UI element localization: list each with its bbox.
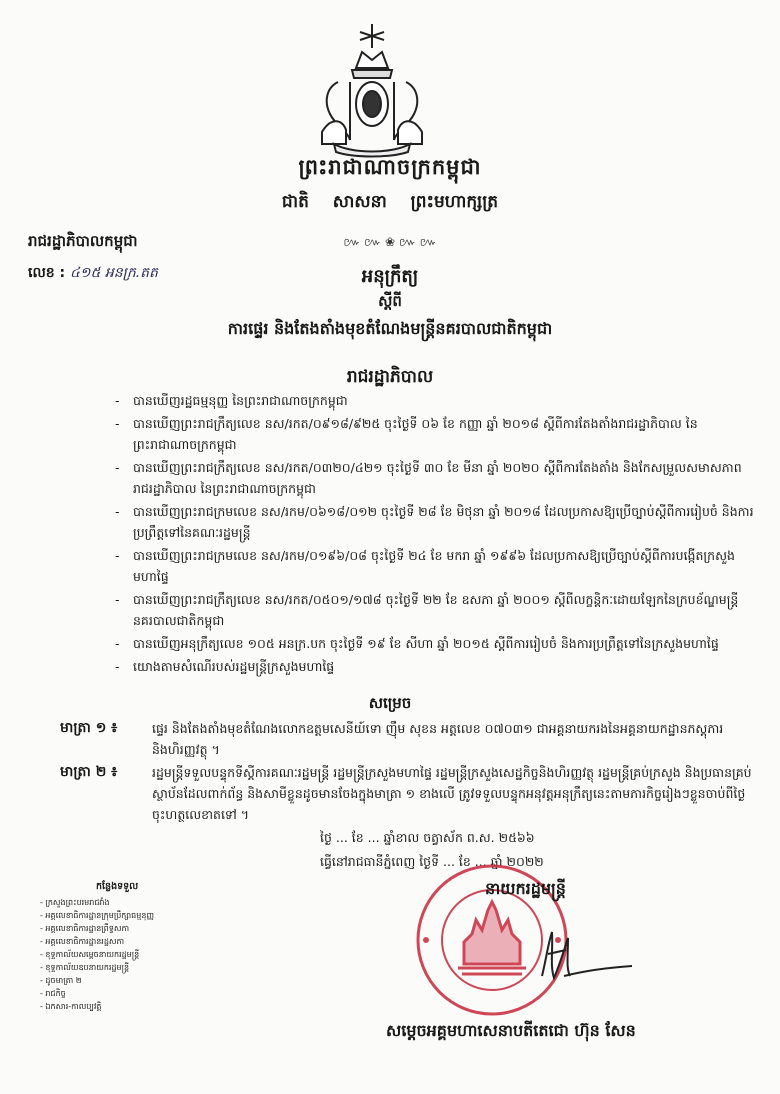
decree-type-title: អនុក្រឹត្យ xyxy=(361,266,419,287)
ornament-divider: ៚ ៚ ❀ ៚ ៚ xyxy=(343,235,437,249)
list-item: - ខុទ្ទកាល័យឧបនាយករដ្ឋមន្ត្រី xyxy=(40,963,130,972)
signer-name: សម្តេចអគ្គមហាសេនាបតីតេជោ ហ៊ុន សែន xyxy=(386,1021,636,1040)
list-item: - ឯកសារ-កាលប្បវត្តិ xyxy=(40,1002,102,1011)
list-item: - បានឃើញរដ្ឋធម្មនុញ្ញ នៃព្រះរាជាណាចក្រកម្ពុជា xyxy=(115,390,755,411)
solar-date-line: ធ្វើនៅរាជធានីភ្នំពេញ ថ្ងៃទី ... ខែ ... ឆ្នាំ ២០២២ xyxy=(320,854,544,869)
lunar-date-line: ថ្ងៃ ... ខែ ... ឆ្នាំខាល ចត្វាស័ក ព.ស. ២៥៦៦ xyxy=(320,830,535,845)
document-number-value: ៤១៥ អនក្រ.តត xyxy=(70,265,158,281)
decree-subject-title: ការផ្ទេរ និងតែងតាំងមុខតំណែងមន្ត្រីនគរបាលជាតិកម្ពុជា xyxy=(227,319,553,338)
article-text: រដ្ឋមន្ត្រីទទួលបន្ទុកទីស្តីការគណៈរដ្ឋមន្ត្រី រដ្ឋមន្ត្រីក្រសួងមហាផ្ទៃ រដ្ឋមន្ត្រីក្រសួងសេដ្ឋកិច្ចនិងហិរញ្ញវត្ថុ រដ្ឋមន្ត្រីគ្រប់ក្រសួង និងប្រធានគ្រប់ស្ថាប័នដែលពាក់ព័ន្ធ និងសាមីខ្លួនដូចមានចែងក្នុងមាត្រា ១ ខាងលើ ត្រូវទទួលបន្ទុកអនុវត្តអនុក្រឹត្យនេះតាមភារកិច្ចរៀងៗខ្លួនចាប់ពីថ្ងៃចុះហត្ថលេខាតទៅ ។ xyxy=(152,765,752,822)
government-heading: រាជរដ្ឋាភិបាល xyxy=(346,367,434,387)
list-item: - យោងតាមសំណើរបស់រដ្ឋមន្ត្រីក្រសួងមហាផ្ទៃ xyxy=(115,656,755,677)
list-item: - បានឃើញព្រះរាជក្រមលេខ នស/រកម/០១៩៦/០៨ ចុះថ្ងៃទី ២៤ ខែ មករា ឆ្នាំ ១៩៩៦ ដែលប្រកាសឱ្យប្រើច្បាប់ស្តីពីការបង្កើតក្រសួងមហាផ្ទៃ xyxy=(115,545,755,587)
list-item: - អគ្គលេខាធិការដ្ឋានក្រុមប្រឹក្សាធម្មនុញ្ញ xyxy=(40,911,155,920)
list-item: - ដូចមាត្រា ២ xyxy=(40,976,82,985)
article-text: ផ្ទេរ និងតែងតាំងមុខតំណែងលោកឧត្តមសេនីយ៍ទោ ញ៉ឹម សុខន អត្តលេខ ០៧០៣១ ជាអគ្គនាយករងនៃអគ្គនាយកដ្ឋានភស្តុភារ និងហិរញ្ញវត្ថុ ។ xyxy=(152,721,724,757)
considerations-list xyxy=(115,390,755,679)
recipients-list xyxy=(40,896,154,1013)
list-item: - អគ្គលេខាធិការដ្ឋានព្រឹទ្ធសភា xyxy=(40,924,130,933)
issuing-authority: រាជរដ្ឋាភិបាលកម្ពុជា xyxy=(28,232,138,250)
list-item: - ក្រសួងព្រះបរមរាជវាំង xyxy=(40,898,110,907)
kingdom-heading: ព្រះរាជាណាចក្រកម្ពុជា xyxy=(298,155,482,179)
national-motto: ជាតិ សាសនា ព្រះមហាក្សត្រ xyxy=(281,192,499,212)
list-item: - អគ្គលេខាធិការដ្ឋានរដ្ឋសភា xyxy=(40,937,125,946)
prime-minister-title: នាយករដ្ឋមន្ត្រី xyxy=(485,879,566,898)
decree-about-label: ស្តីពី xyxy=(378,292,402,310)
list-item: - បានឃើញព្រះរាជក្រឹត្យលេខ នស/រកត/០៩១៨/៩២៥ ចុះថ្ងៃទី ០៦ ខែ កញ្ញា ឆ្នាំ ២០១៨ ស្តីពីការតែងតាំងរាជរដ្ឋាភិបាល នៃព្រះរាជាណាចក្រកម្ពុជា xyxy=(115,413,755,455)
decision-heading: សម្រេច xyxy=(368,694,412,712)
article-label: មាត្រា ២ ៖ xyxy=(60,764,118,780)
royal-coat-of-arms-icon xyxy=(312,22,432,158)
document-number-label: លេខ : xyxy=(28,265,66,281)
recipients-title: កន្លែងទទួល xyxy=(96,881,139,892)
list-item: - បានឃើញអនុក្រឹត្យលេខ ១០៥ អនក្រ.បក ចុះថ្ងៃទី ១៩ ខែ សីហា ឆ្នាំ ២០១៥ ស្តីពីការរៀបចំ និងការប្រព្រឹត្តទៅនៃក្រសួងមហាផ្ទៃ xyxy=(115,633,755,654)
list-item: - បានឃើញព្រះរាជក្រឹត្យលេខ នស/រកត/០៣២០/៤២១ ចុះថ្ងៃទី ៣០ ខែ មីនា ឆ្នាំ ២០២០ ស្តីពីការតែងតាំង និងកែសម្រួលសមាសភាពរាជរដ្ឋាភិបាល នៃព្រះរាជាណាចក្រកម្ពុជា xyxy=(115,457,755,499)
signature-icon xyxy=(520,920,640,990)
article-2 xyxy=(60,762,760,828)
article-label: មាត្រា ១ ៖ xyxy=(60,720,118,736)
list-item: - បានឃើញព្រះរាជក្រមលេខ នស/រកម/០៦១៨/០១២ ចុះថ្ងៃទី ២៨ ខែ មិថុនា ឆ្នាំ ២០១៨ ដែលប្រកាសឱ្យប្រើច្បាប់ស្តីពីការរៀបចំ និងការប្រព្រឹត្តទៅនៃគណៈរដ្ឋមន្ត្រី xyxy=(115,501,755,543)
article-1 xyxy=(60,718,760,762)
list-item: - ខុទ្ទកាល័យសម្តេចនាយករដ្ឋមន្ត្រី xyxy=(40,950,140,959)
list-item: - បានឃើញព្រះរាជក្រឹត្យលេខ នស/រកត/០៥០១/១៧៨ ចុះថ្ងៃទី ២២ ខែ ឧសភា ឆ្នាំ ២០០១ ស្តីពីលក្ខន្តិកៈដោយឡែកនៃក្របខ័ណ្ឌមន្ត្រីនគរបាលជាតិកម្ពុជា xyxy=(115,589,755,631)
list-item: - រាជកិច្ច xyxy=(40,989,66,998)
